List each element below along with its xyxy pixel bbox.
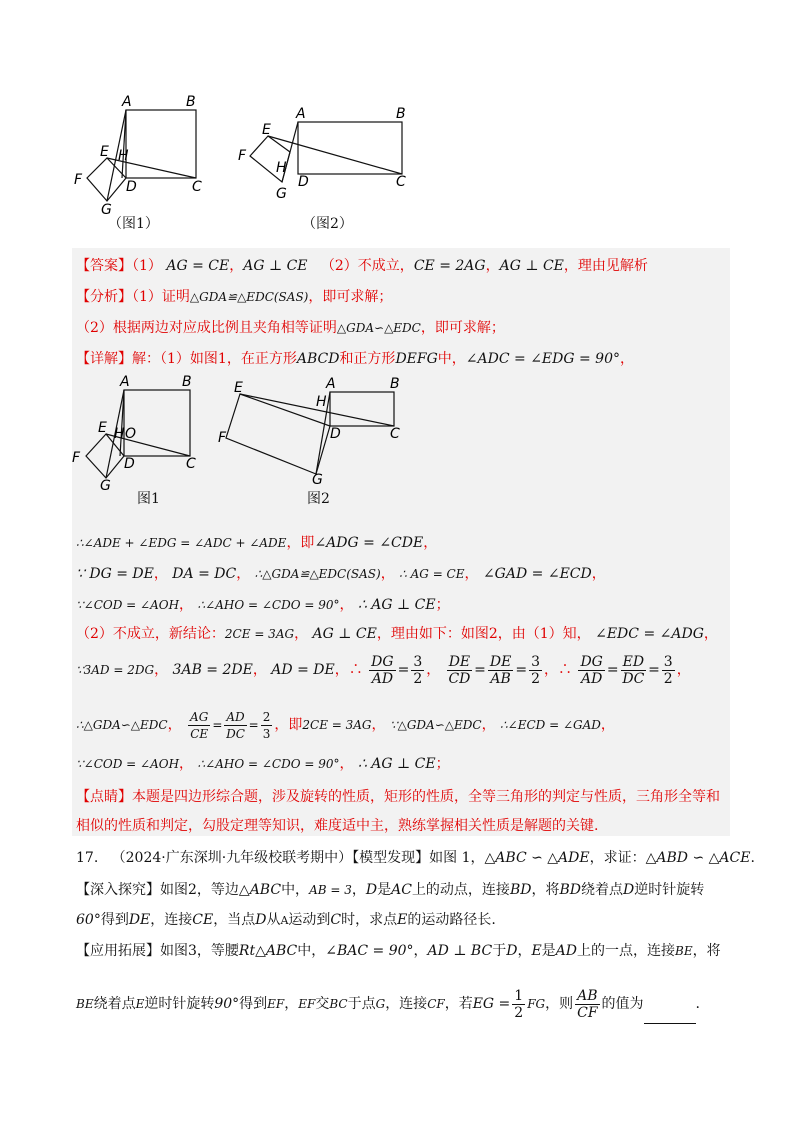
proof-line-1: ∴∠ADE + ∠EDG = ∠ADC + ∠ADE，即∠ADG = ∠CDE，	[76, 535, 438, 551]
fig1-label-c: C	[192, 179, 202, 195]
fig2-label-a: A	[296, 106, 306, 122]
fig2-label-h: H	[276, 160, 287, 176]
fig1-label-g: G	[101, 202, 112, 218]
frac-3-2: $\frac{3}{2}$	[413, 653, 423, 687]
d2-label-b: B	[390, 376, 400, 392]
frac-1-2: $\frac{1}{2}$	[514, 987, 524, 1021]
top-figure-2	[230, 100, 420, 210]
fig1-label-e: E	[100, 144, 109, 160]
detail-figure-1	[70, 372, 210, 492]
proof-line-5: ∵3AD = 2DG， 3AB = 2DE， AD = DE，∴ $\frac{DG}{AD}$ = $\frac{3}{2}$ ， $\frac{DE}{CD}$ = $\frac{DE}{AB}$ = $\frac{3}{2}$ ，∴ $\frac{DG}{AD}$ = $\frac{ED}{DC}$ = $\frac{3}{2}$ ，	[76, 653, 691, 687]
fig2-label-c: C	[396, 174, 406, 190]
d1-label-a: A	[120, 374, 130, 390]
fig1-label-h: H	[118, 148, 129, 164]
d2-label-e: E	[234, 380, 243, 396]
d2-label-g: G	[312, 472, 323, 486]
top-figure-2-caption: （图2）	[302, 216, 353, 232]
detail-line-1: 【详解】解：（1）如图1，在正方形ABCD和正方形DEFG中，∠ADC = ∠EDG = 90°，	[76, 351, 634, 367]
frac-3-2c: $\frac{3}{2}$	[663, 653, 673, 687]
frac-ab-cf: $\frac{AB}{CF}$	[577, 987, 598, 1021]
fig1-label-a: A	[122, 94, 132, 110]
q17-line-5: BE绕着点E逆时针旋转90°得到EF，EF交BC于点G，连接CF，若EG = $\frac{1}{2}$ FG，则 $\frac{AB}{CF}$ 的值为 .	[76, 984, 700, 1024]
comment-line-2: 相似的性质和判定，勾股定理等知识，难度适中主，熟练掌握相关性质是解题的关键.	[76, 818, 599, 834]
detail-figure-2-caption: 图2	[307, 491, 330, 507]
d1-label-f: F	[72, 450, 81, 466]
d2-label-c: C	[390, 426, 400, 442]
proof-line-7: ∵∠COD = ∠AOH， ∴∠AHO = ∠CDO = 90°， ∴ AG ⊥ CE；	[76, 756, 450, 772]
q17-line-4: 【应用拓展】如图3，等腰Rt△ABC中，∠BAC = 90°，AD ⊥ BC于D，E是AD上的一点，连接BE，将	[76, 943, 721, 959]
q17-line-3: 60°得到DE，连接CE，当点D从A运动到C时，求点E的运动路径长.	[76, 912, 496, 928]
fig2-label-g: G	[276, 186, 287, 202]
d1-label-h: H	[114, 426, 125, 442]
comment-line-1: 【点睛】本题是四边形综合题，涉及旋转的性质，矩形的性质，全等三角形的判定与性质，三角形全等和	[76, 789, 720, 805]
d1-label-b: B	[182, 374, 192, 390]
analysis-line-2: （2）根据两边对应成比例且夹角相等证明△GDA∽△EDC，即可求解；	[76, 320, 505, 336]
proof-line-4: （2）不成立，新结论：2CE = 3AG， AG ⊥ CE，理由如下：如图2，由（1）知， ∠EDC = ∠ADG，	[76, 626, 718, 642]
d1-label-c: C	[186, 456, 196, 472]
fig2-label-d: D	[298, 174, 309, 190]
d2-label-h: H	[316, 394, 327, 410]
top-figure-1	[60, 90, 220, 220]
d2-label-d: D	[330, 426, 341, 442]
frac-dg-ad: $\frac{DG}{AD}$	[371, 653, 394, 687]
proof-line-3: ∵∠COD = ∠AOH， ∴∠AHO = ∠CDO = 90°， ∴ AG ⊥ CE；	[76, 597, 450, 613]
answer-blank[interactable]	[644, 1009, 696, 1024]
frac-3-2b: $\frac{3}{2}$	[531, 653, 540, 687]
detail-figure-2	[216, 376, 416, 486]
fig1-label-b: B	[186, 94, 196, 110]
fig2-label-b: B	[396, 106, 406, 122]
d1-label-d: D	[124, 456, 135, 472]
q17-line-2: 【深入探究】如图2，等边△ABC中，AB = 3，D是AC上的动点，连接BD，将BD绕着点D逆时针旋转	[76, 882, 705, 898]
frac-dg-ad-2: $\frac{DG}{AD}$	[580, 653, 603, 687]
analysis-line-1: 【分析】（1）证明△GDA≌△EDC(SAS)，即可求解；	[76, 289, 393, 305]
top-figure-1-caption: （图1）	[108, 216, 159, 232]
fig1-label-d: D	[126, 179, 137, 195]
frac-ag-ce: $\frac{AG}{CE}$	[190, 709, 209, 741]
d1-label-e: E	[98, 420, 107, 436]
d2-label-a: A	[326, 376, 336, 392]
fig2-label-e: E	[262, 122, 271, 138]
fig1-label-f: F	[74, 172, 83, 188]
proof-line-2: ∵ DG = DE， DA = DC， ∴△GDA≌△EDC(SAS)， ∴ AG = CE， ∠GAD = ∠ECD，	[76, 566, 606, 582]
detail-figure-1-caption: 图1	[137, 491, 160, 507]
d1-label-o: O	[125, 426, 137, 442]
frac-ad-dc: $\frac{AD}{DC}$	[226, 709, 245, 741]
frac-de-cd: $\frac{DE}{CD}$	[448, 653, 471, 687]
frac-de-ab: $\frac{DE}{AB}$	[489, 653, 512, 687]
answer-line: 【答案】（1） AG = CE，AG ⊥ CE （2）不成立，CE = 2AG，AG ⊥ CE，理由见解析	[76, 258, 648, 274]
q17-line-1: 17. （2024·广东深圳·九年级校联考期中）【模型发现】如图 1，△ABC ∽ △ADE，求证：△ABD ∽ △ACE.	[76, 850, 755, 866]
d1-label-g: G	[100, 478, 111, 492]
fig2-label-f: F	[238, 148, 247, 164]
d2-label-f: F	[218, 430, 227, 446]
proof-line-6: ∴△GDA∽△EDC， $\frac{AG}{CE}$ = $\frac{AD}{DC}$ = $\frac{2}{3}$ ，即2CE = 3AG， ∵△GDA∽△EDC， ∴∠ECD = ∠GAD，	[76, 709, 615, 741]
frac-2-3: $\frac{2}{3}$	[262, 709, 271, 741]
frac-ed-dc: $\frac{ED}{DC}$	[622, 653, 645, 687]
